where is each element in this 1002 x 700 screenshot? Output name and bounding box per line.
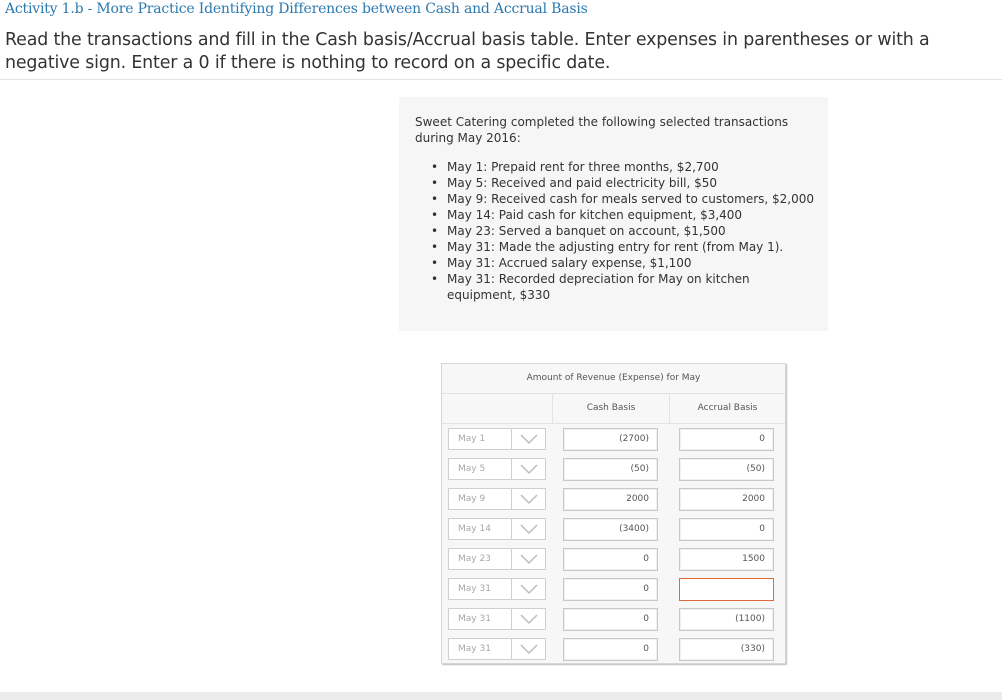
bullet-icon: • xyxy=(431,272,439,286)
list-item xyxy=(431,191,815,207)
date-select-value: May 9 xyxy=(458,494,486,504)
cash-basis-input[interactable]: (50) xyxy=(563,458,658,481)
instructions-text: Read the transactions and fill in the Cash basis/Accrual basis table. Enter expenses in parentheses or with a negative sign. Enter a 0 if there is nothing to record on a specific date. xyxy=(5,30,930,73)
cash-basis-input[interactable]: 0 xyxy=(563,608,658,631)
chevron-down-icon[interactable] xyxy=(511,579,545,599)
accrual-basis-input-active[interactable] xyxy=(679,578,774,601)
list-item xyxy=(431,159,815,175)
bullet-icon: • xyxy=(431,240,439,254)
table-row xyxy=(442,484,785,514)
list-item xyxy=(431,223,815,239)
list-item xyxy=(431,207,815,223)
transaction-text: May 14: Paid cash for kitchen equipment, $3,400 xyxy=(447,208,743,222)
problem-statement xyxy=(399,97,828,331)
accrual-basis-input[interactable]: (50) xyxy=(679,458,774,481)
date-select[interactable] xyxy=(448,548,546,570)
chevron-down-icon[interactable] xyxy=(511,549,545,569)
table-row xyxy=(442,454,785,484)
transaction-text: May 31: Accrued salary expense, $1,100 xyxy=(447,256,692,270)
accrual-basis-input[interactable]: 0 xyxy=(679,518,774,541)
date-select-value: May 5 xyxy=(458,464,486,474)
accrual-basis-header: Accrual Basis xyxy=(697,403,758,413)
transaction-text: May 31: Made the adjusting entry for rent (from May 1). xyxy=(447,240,784,254)
date-select[interactable] xyxy=(448,458,546,480)
table-header: Amount of Revenue (Expense) for May xyxy=(442,364,785,394)
chevron-down-icon[interactable] xyxy=(511,429,545,449)
accrual-basis-input[interactable]: 2000 xyxy=(679,488,774,511)
accrual-basis-input[interactable]: 0 xyxy=(679,428,774,451)
date-select[interactable] xyxy=(448,608,546,630)
bullet-icon: • xyxy=(431,160,439,174)
date-select[interactable] xyxy=(448,488,546,510)
transaction-text: May 23: Served a banquet on account, $1,500 xyxy=(447,224,726,238)
date-select-value: May 31 xyxy=(458,614,491,624)
list-item xyxy=(431,175,815,191)
cash-basis-input[interactable]: (3400) xyxy=(563,518,658,541)
problem-intro: Sweet Catering completed the following selected transactions during May 2016: xyxy=(415,115,789,145)
cash-basis-input[interactable]: 2000 xyxy=(563,488,658,511)
transaction-text: May 1: Prepaid rent for three months, $2,700 xyxy=(447,160,719,174)
transaction-text: May 9: Received cash for meals served to customers, $2,000 xyxy=(447,192,815,206)
cash-basis-header: Cash Basis xyxy=(586,403,636,413)
table-row xyxy=(442,574,785,604)
table-row xyxy=(442,424,785,454)
table-row xyxy=(442,514,785,544)
date-select-value: May 14 xyxy=(458,524,491,534)
cash-basis-input[interactable]: 0 xyxy=(563,548,658,571)
transaction-text: May 5: Received and paid electricity bill, $50 xyxy=(447,176,718,190)
bullet-icon: • xyxy=(431,256,439,270)
bullet-icon: • xyxy=(431,224,439,238)
chevron-down-icon[interactable] xyxy=(511,639,545,659)
bullet-icon: • xyxy=(431,192,439,206)
header-divider xyxy=(0,79,1002,80)
page-footer-band xyxy=(0,692,1002,700)
date-select-value: May 23 xyxy=(458,554,491,564)
date-select-value: May 1 xyxy=(458,434,486,444)
date-select-value: May 31 xyxy=(458,644,491,654)
transaction-text: May 31: Recorded depreciation for May on kitchen equipment, $330 xyxy=(447,272,750,302)
table-row xyxy=(442,634,785,664)
bullet-icon: • xyxy=(431,208,439,222)
cash-basis-input[interactable]: 0 xyxy=(563,578,658,601)
chevron-down-icon[interactable] xyxy=(511,609,545,629)
activity-title: Activity 1.b - More Practice Identifying Differences between Cash and Accrual Basis xyxy=(5,1,588,17)
column-header-row xyxy=(442,394,785,424)
date-select[interactable] xyxy=(448,428,546,450)
cash-basis-input[interactable]: 0 xyxy=(563,638,658,661)
date-select[interactable] xyxy=(448,518,546,540)
table-row xyxy=(442,544,785,574)
table-row xyxy=(442,604,785,634)
accrual-basis-input[interactable]: 1500 xyxy=(679,548,774,571)
list-item xyxy=(431,239,815,255)
date-select[interactable] xyxy=(448,638,546,660)
accrual-basis-input[interactable]: (1100) xyxy=(679,608,774,631)
cash-basis-input[interactable]: (2700) xyxy=(563,428,658,451)
date-select[interactable] xyxy=(448,578,546,600)
accrual-basis-input[interactable]: (330) xyxy=(679,638,774,661)
date-select-value: May 31 xyxy=(458,584,491,594)
list-item xyxy=(431,255,815,271)
chevron-down-icon[interactable] xyxy=(511,519,545,539)
bullet-icon: • xyxy=(431,176,439,190)
chevron-down-icon[interactable] xyxy=(511,459,545,479)
list-item xyxy=(431,271,815,303)
chevron-down-icon[interactable] xyxy=(511,489,545,509)
revenue-expense-table xyxy=(441,363,786,664)
transaction-list xyxy=(431,159,815,303)
